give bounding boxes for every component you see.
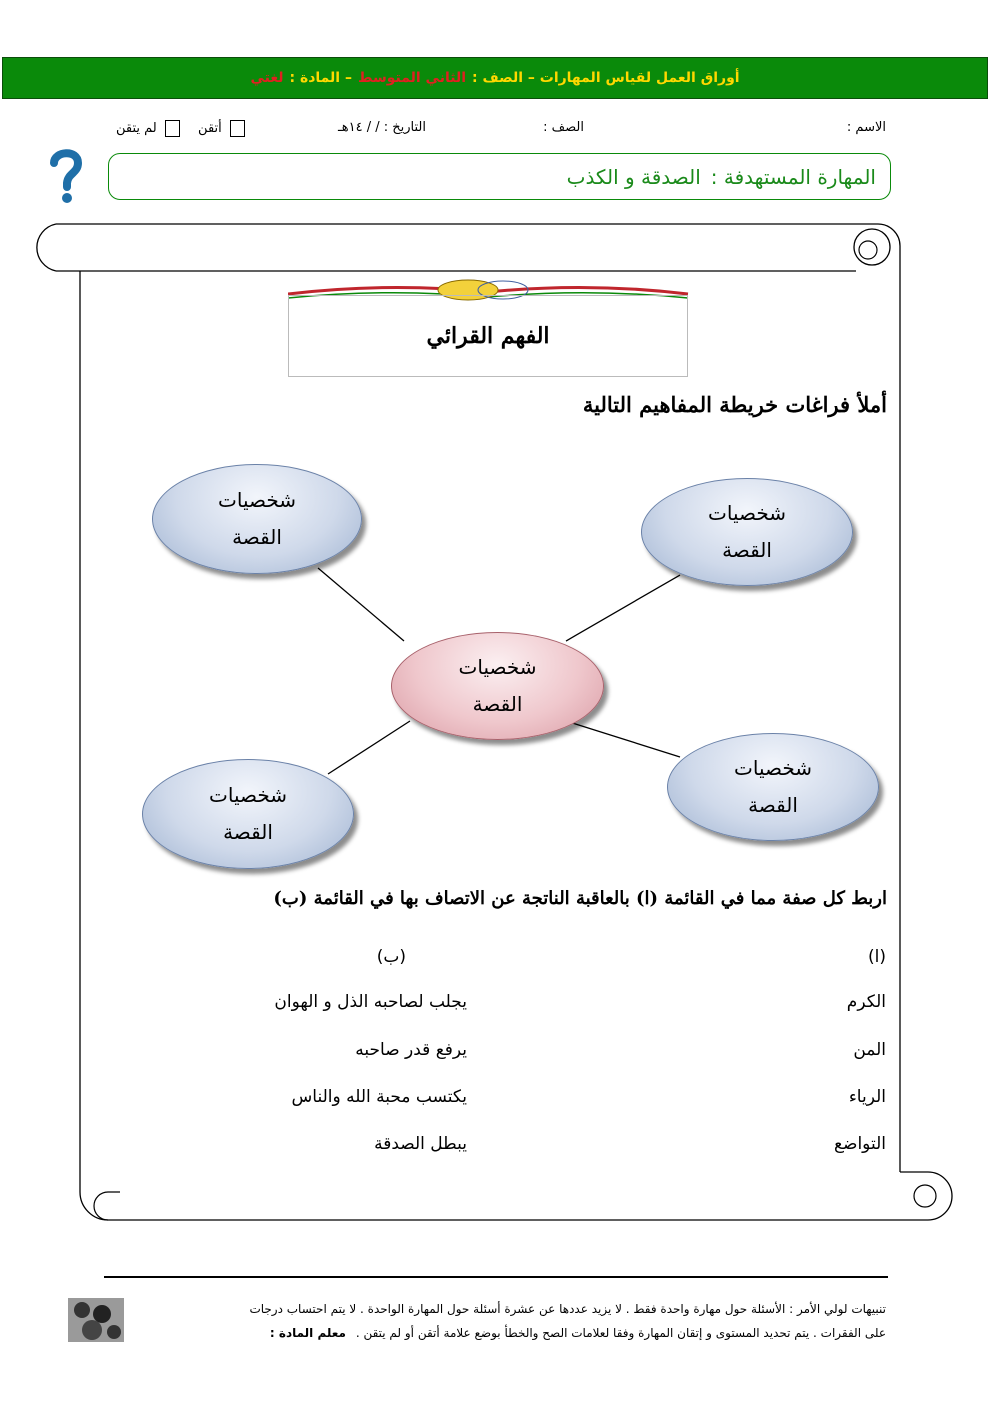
- footer-note: [136, 1297, 886, 1345]
- col-a-item: التواضع: [833, 1134, 886, 1154]
- concept-node-top-left[interactable]: شخصيات القصة: [152, 464, 362, 574]
- header-subject-label: – المادة :: [289, 70, 352, 86]
- concept-node-bottom-left[interactable]: شخصيات القصة: [142, 759, 354, 869]
- matching-instruction: اربط كل صفة مما في القائمة (ا) بالعاقبة الناتجة عن الاتصاف بها في القائمة (ب): [273, 888, 887, 909]
- footer-line-1: تنبيهات لولي الأمر : الأسئلة حول مهارة واحدة فقط . لا يزيد عددها عن عشرة أسئلة حول المهارة الواحدة . لا يتم احتساب درجات: [249, 1302, 886, 1316]
- col-b-item: يبطل الصدقة: [374, 1134, 467, 1154]
- concept-node-center[interactable]: شخصيات القصة: [391, 632, 604, 740]
- teacher-label: معلم المادة :: [269, 1326, 346, 1340]
- col-b-item: يكتسب محبة الله والناس: [291, 1087, 467, 1107]
- skill-value: الصدقة و الكذب: [566, 164, 701, 189]
- skill-label: المهارة المستهدفة :: [710, 164, 876, 189]
- concept-node-top-right[interactable]: شخصيات القصة: [641, 478, 853, 586]
- column-a-header: (ا): [868, 947, 886, 967]
- header-subject: لغتي: [250, 70, 284, 86]
- col-a-item: المن: [853, 1040, 886, 1060]
- date-label: التاريخ : / / ١٤هـ: [337, 120, 426, 135]
- col-a-item: الرياء: [848, 1087, 886, 1107]
- header-grade: الثاني المتوسط: [357, 70, 466, 86]
- col-b-item: يجلب لصاحبه الذل و الهوان: [274, 992, 467, 1012]
- footer-divider: [104, 1276, 888, 1278]
- concept-node-bottom-right[interactable]: شخصيات القصة: [667, 733, 879, 841]
- name-label: الاسم :: [846, 120, 886, 135]
- section-title: الفهم القرائي: [288, 295, 688, 377]
- mastered-label: أتقن: [198, 121, 222, 136]
- class-label: الصف :: [543, 120, 584, 135]
- col-a-item: الكرم: [846, 992, 886, 1012]
- not-mastered-label: لم يتقن: [116, 121, 157, 136]
- footer-line-2: على الفقرات . يتم تحديد المستوى و إتقان المهارة وفقا لعلامات الصح والخطأ بوضع علامة أتقن أو لم يتقن . معلم المادة :: [269, 1326, 886, 1340]
- decorative-image: [68, 1298, 124, 1342]
- col-b-item: يرفع قدر صاحبه: [355, 1040, 467, 1060]
- header-text: أوراق العمل لقياس المهارات – الصف :: [472, 70, 740, 86]
- concept-map-instruction: أملأ فراغات خريطة المفاهيم التالية: [582, 392, 887, 417]
- column-b-header: (ب): [376, 947, 406, 967]
